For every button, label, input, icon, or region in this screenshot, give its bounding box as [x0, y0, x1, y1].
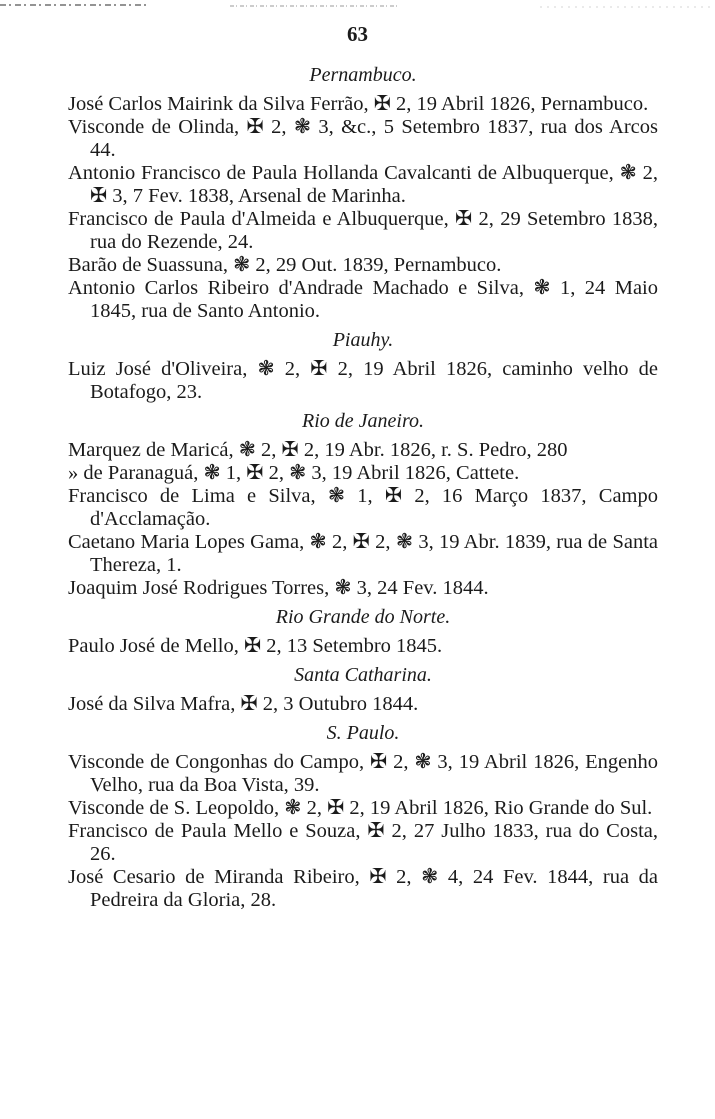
list-item: Barão de Suassuna, ❃ 2, 29 Out. 1839, Pernambuco.	[68, 254, 502, 276]
list-item: José Carlos Mairink da Silva Ferrão, ✠ 2, 19 Abril 1826, Pernambuco.	[68, 93, 649, 115]
section-heading-piauhy: Piauhy.	[332, 329, 394, 351]
page-number: 63	[347, 22, 368, 46]
list-item: Antonio Carlos Ribeiro d'Andrade Machado e Silva, ❃ 1, 24 Maio 1845, rua de Santo Antonio.	[68, 277, 658, 322]
list-item: » de Paranaguá, ❃ 1, ✠ 2, ❃ 3, 19 Abril 1826, Cattete.	[68, 462, 520, 484]
list-item: Francisco de Paula d'Almeida e Albuquerque, ✠ 2, 29 Setembro 1838, rua do Rezende, 24.	[68, 208, 658, 253]
list-item: Caetano Maria Lopes Gama, ❃ 2, ✠ 2, ❃ 3, 19 Abr. 1839, rua de Santa Thereza, 1.	[68, 531, 658, 576]
list-item: Visconde de Congonhas do Campo, ✠ 2, ❃ 3, 19 Abril 1826, Engenho Velho, rua da Boa Vista, 39.	[68, 751, 658, 796]
list-item: Marquez de Maricá, ❃ 2, ✠ 2, 19 Abr. 1826, r. S. Pedro, 280	[68, 439, 568, 461]
section-heading-santa-catharina: Santa Catharina.	[294, 664, 432, 686]
list-item: Joaquim José Rodrigues Torres, ❃ 3, 24 Fev. 1844.	[68, 577, 489, 599]
list-item: Luiz José d'Oliveira, ❃ 2, ✠ 2, 19 Abril 1826, caminho velho de Botafogo, 23.	[68, 358, 658, 403]
section-heading-pernambuco: Pernambuco.	[309, 64, 417, 86]
list-item: José Cesario de Miranda Ribeiro, ✠ 2, ❃ 4, 24 Fev. 1844, rua da Pedreira da Gloria, 28.	[68, 866, 658, 911]
list-item: Visconde de Olinda, ✠ 2, ❃ 3, &c., 5 Setembro 1837, rua dos Arcos 44.	[68, 116, 658, 161]
list-item: Francisco de Lima e Silva, ❃ 1, ✠ 2, 16 Março 1837, Campo d'Acclamação.	[68, 485, 658, 530]
list-item: José da Silva Mafra, ✠ 2, 3 Outubro 1844.	[68, 693, 419, 715]
list-item: Antonio Francisco de Paula Hollanda Cavalcanti de Albuquerque, ❃ 2, ✠ 3, 7 Fev. 1838, Arsenal de Marinha.	[68, 162, 658, 207]
list-item: Paulo José de Mello, ✠ 2, 13 Setembro 1845.	[68, 635, 443, 657]
list-item: Francisco de Paula Mello e Souza, ✠ 2, 27 Julho 1833, rua do Costa, 26.	[68, 820, 658, 865]
page-top-edge-marks	[0, 2, 715, 10]
section-heading-rio-grande-do-norte: Rio Grande do Norte.	[275, 606, 451, 628]
nobility-list	[68, 60, 658, 912]
section-heading-sao-paulo: S. Paulo.	[326, 722, 400, 744]
section-heading-rio-de-janeiro: Rio de Janeiro.	[301, 410, 424, 432]
list-item: Visconde de S. Leopoldo, ❃ 2, ✠ 2, 19 Abril 1826, Rio Grande do Sul.	[68, 797, 653, 819]
